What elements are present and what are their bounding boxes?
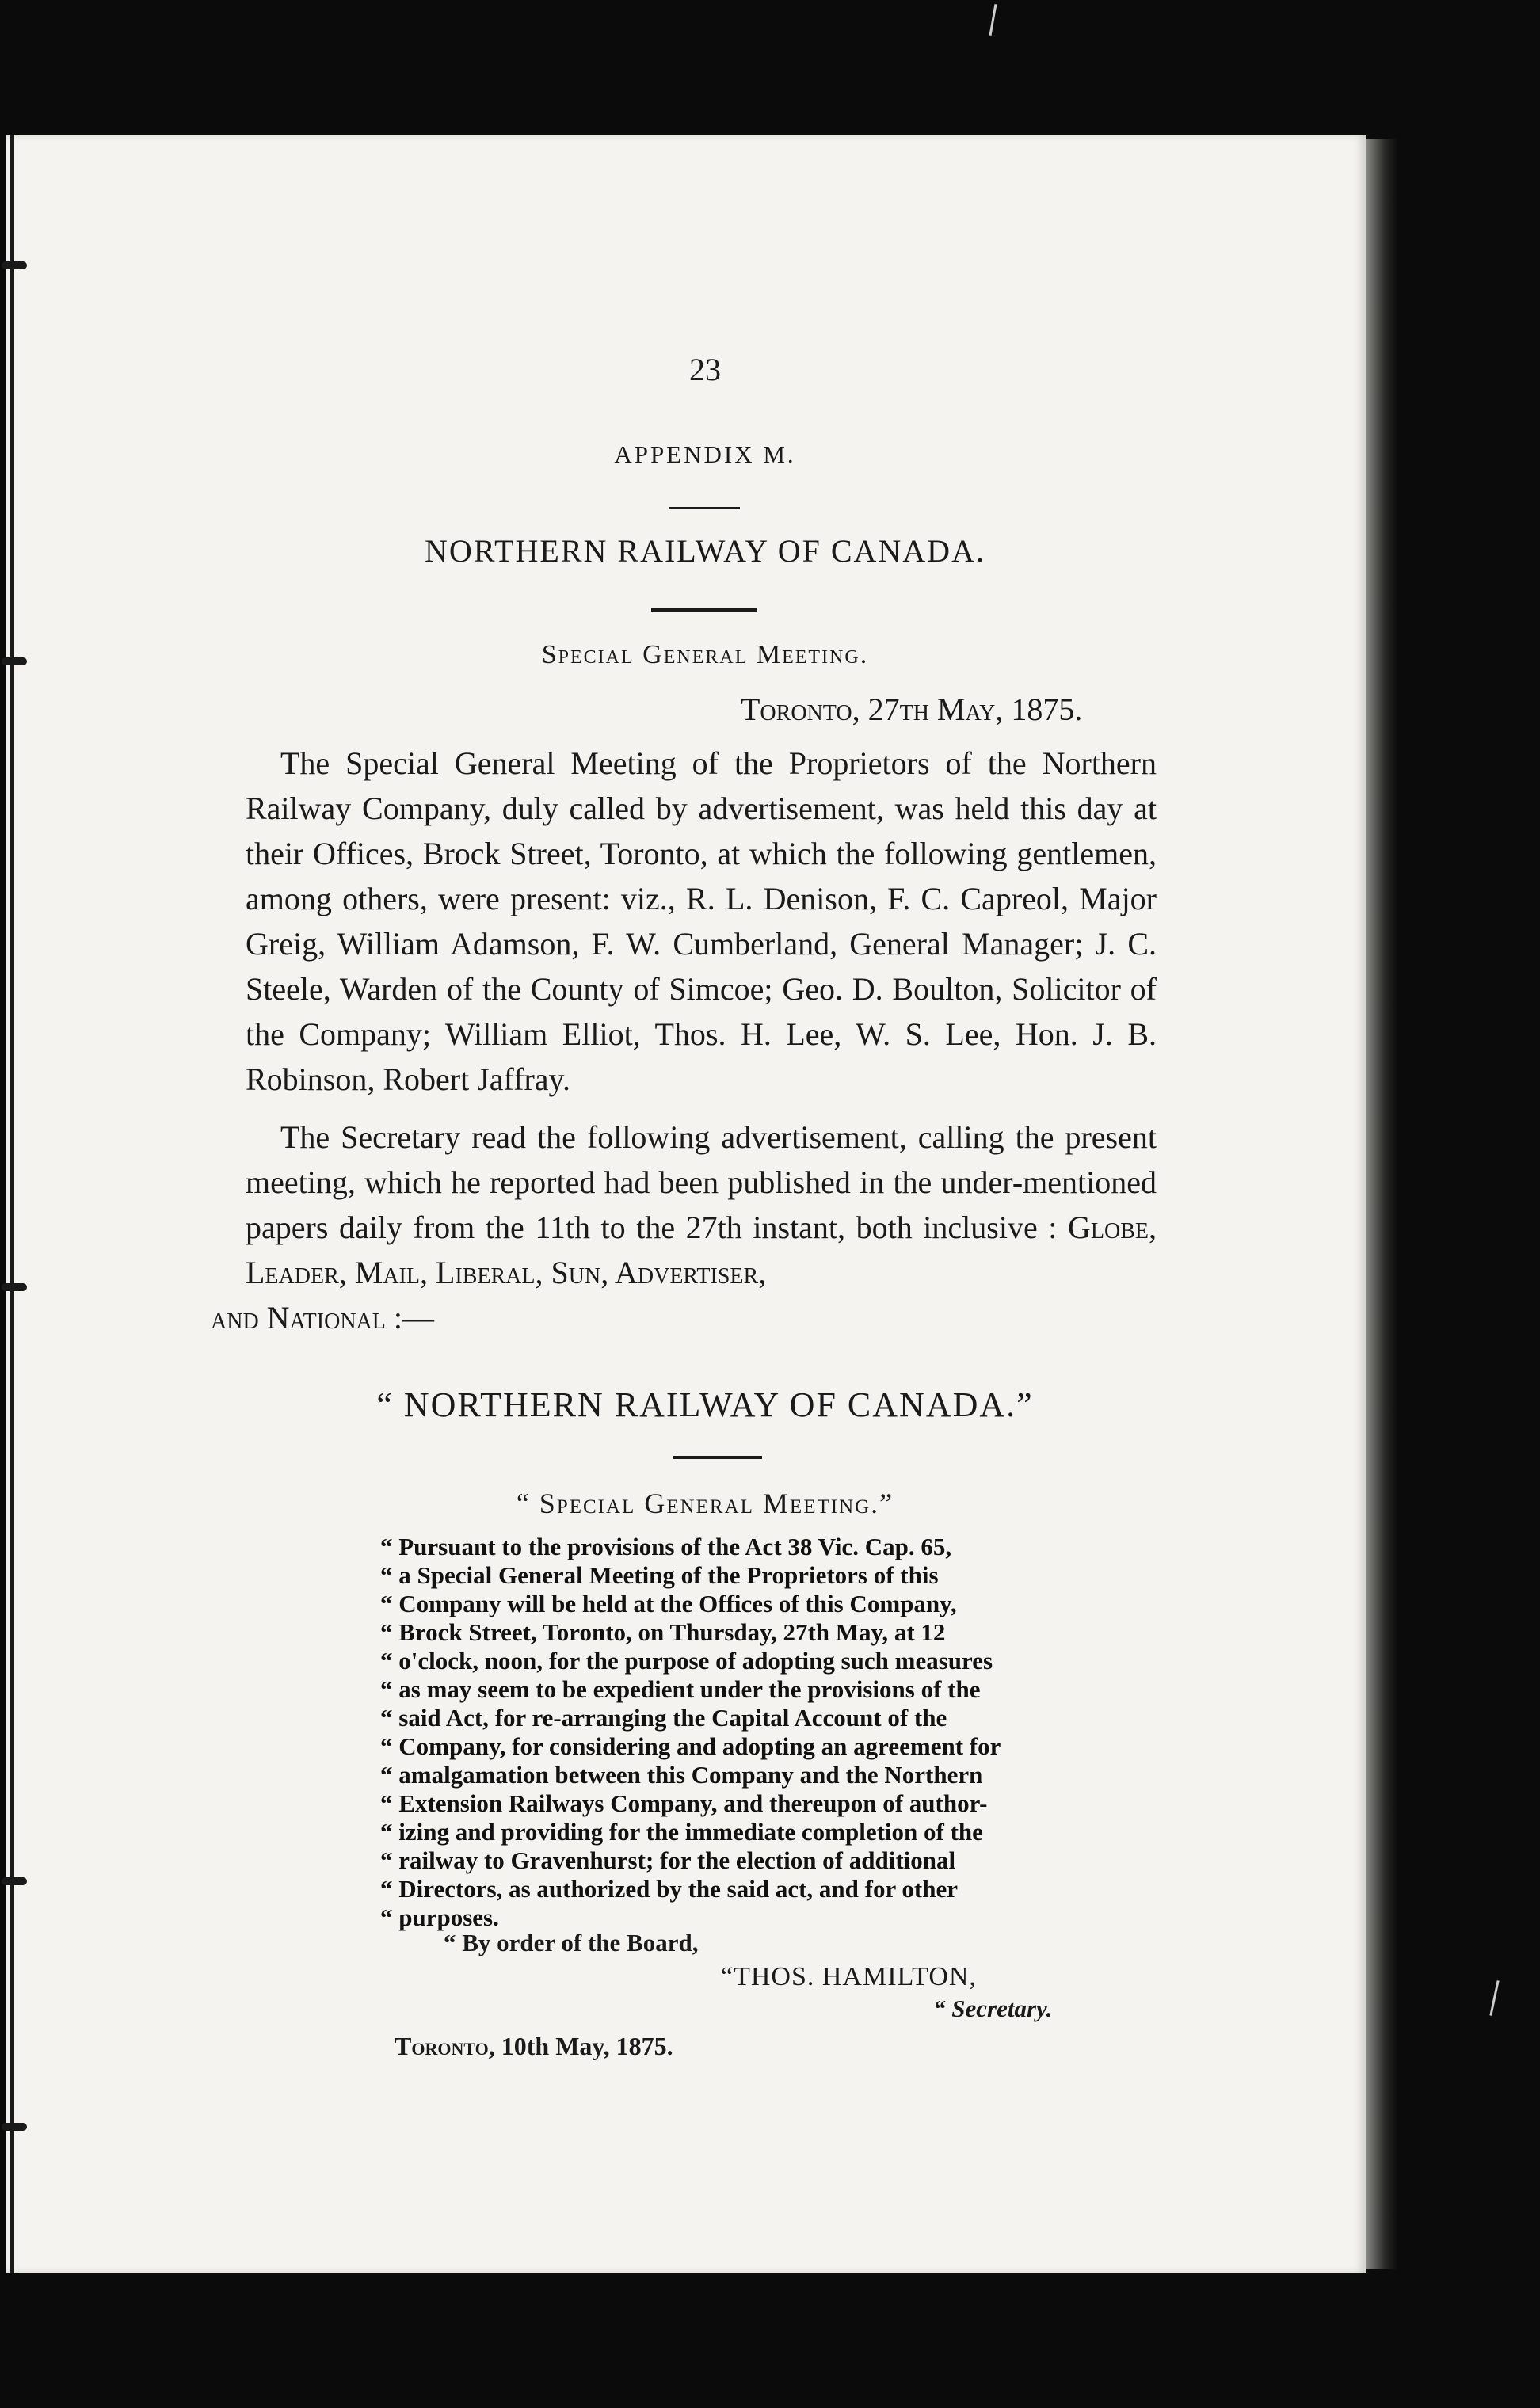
notice-line: “ Company will be held at the Offices of this Company, bbox=[380, 1590, 957, 1617]
notice-line: “ amalgamation between this Company and the Northern bbox=[380, 1761, 983, 1789]
paragraph-advertisement-body bbox=[211, 1114, 1157, 1340]
notice-line: “ Pursuant to the provisions of the Act 38 Vic. Cap. 65, bbox=[380, 1533, 952, 1560]
divider-rule bbox=[673, 1456, 762, 1459]
paragraph-ending: and National :— bbox=[211, 1300, 434, 1335]
footer-date-value: 10th May, 1875. bbox=[501, 2032, 673, 2060]
scan-mark bbox=[989, 4, 997, 36]
notice-line: “ a Special General Meeting of the Proprietors of this bbox=[380, 1561, 939, 1589]
scan-mark bbox=[1489, 1980, 1499, 2016]
footer-date bbox=[395, 2032, 673, 2061]
divider-rule bbox=[669, 507, 740, 509]
notice-title: “ NORTHERN RAILWAY OF CANADA.” bbox=[376, 1385, 1034, 1424]
notice-line: “ Company, for considering and adopting an agreement for bbox=[380, 1732, 1001, 1760]
newspaper-list: Globe, Leader, Mail, Liberal, Sun, Advertiser, bbox=[246, 1210, 1157, 1290]
paragraph-text: The Special General Meeting of the Proprietors of the Northern Railway Company, duly called by advertisement, was held this day at their Offices, Brock Street, Toronto, at which the following gentlemen, among others, were present: viz., R. L. Denison, F. C. Capreol, Major Greig, William Adamson, F. W. Cumberland, General Manager; J. C. Steele, Warden of the County of Simcoe; Geo. D. Boulton, Solicitor of the Company; William Elliot, Thos. H. Lee, W. S. Lee, Hon. J. B. Robinson, Robert Jaffray. bbox=[246, 745, 1157, 1097]
binding-stitch bbox=[2, 1877, 27, 1885]
page-edge-shadow bbox=[1366, 139, 1397, 2269]
notice-line: “ purposes. bbox=[380, 1903, 499, 1931]
notice-line: “ railway to Gravenhurst; for the election of additional bbox=[380, 1846, 956, 1874]
binding-stitch bbox=[2, 1283, 27, 1291]
notice-line: “ as may seem to be expedient under the provisions of the bbox=[380, 1675, 981, 1703]
appendix-label: APPENDIX M. bbox=[614, 440, 796, 468]
notice-line: “ izing and providing for the immediate completion of the bbox=[380, 1818, 983, 1846]
notice-line: “ Brock Street, Toronto, on Thursday, 27th May, at 12 bbox=[380, 1618, 946, 1646]
by-order-line: “ By order of the Board, bbox=[444, 1929, 699, 1956]
document-title: NORTHERN RAILWAY OF CANADA. bbox=[425, 533, 985, 569]
notice-line: “ o'clock, noon, for the purpose of adopting such measures bbox=[380, 1647, 993, 1675]
place-date: Toronto, 27th May, 1875. bbox=[741, 692, 1083, 727]
notice-line: “ Extension Railways Company, and thereupon of author- bbox=[380, 1789, 988, 1817]
footer-place: Toronto, bbox=[395, 2032, 495, 2060]
divider-rule bbox=[651, 608, 757, 612]
binding-thread bbox=[10, 135, 14, 2273]
binding-stitch bbox=[2, 261, 27, 269]
paragraph-attendance bbox=[246, 741, 1157, 1102]
binding-stitch bbox=[2, 2123, 27, 2131]
notice-body bbox=[380, 1533, 1069, 1932]
meeting-heading: Special General Meeting. bbox=[541, 640, 869, 669]
page-number: 23 bbox=[689, 352, 721, 387]
signature-title: “ Secretary. bbox=[933, 1995, 1053, 2022]
notice-heading: “ Special General Meeting.” bbox=[516, 1488, 894, 1519]
paragraph-text: The Secretary read the following advertisement, calling the present meeting, which he reported had been published in the under-mentioned papers daily from the 11th to the 27th instant, both inclusive : bbox=[246, 1119, 1157, 1245]
paragraph-advertisement bbox=[211, 1114, 1157, 1340]
notice-line: “ Directors, as authorized by the said act, and for other bbox=[380, 1875, 959, 1903]
binding-stitch bbox=[2, 657, 27, 665]
signature-name: “THOS. HAMILTON, bbox=[721, 1962, 977, 1991]
notice-line: “ said Act, for re-arranging the Capital Account of the bbox=[380, 1704, 947, 1732]
